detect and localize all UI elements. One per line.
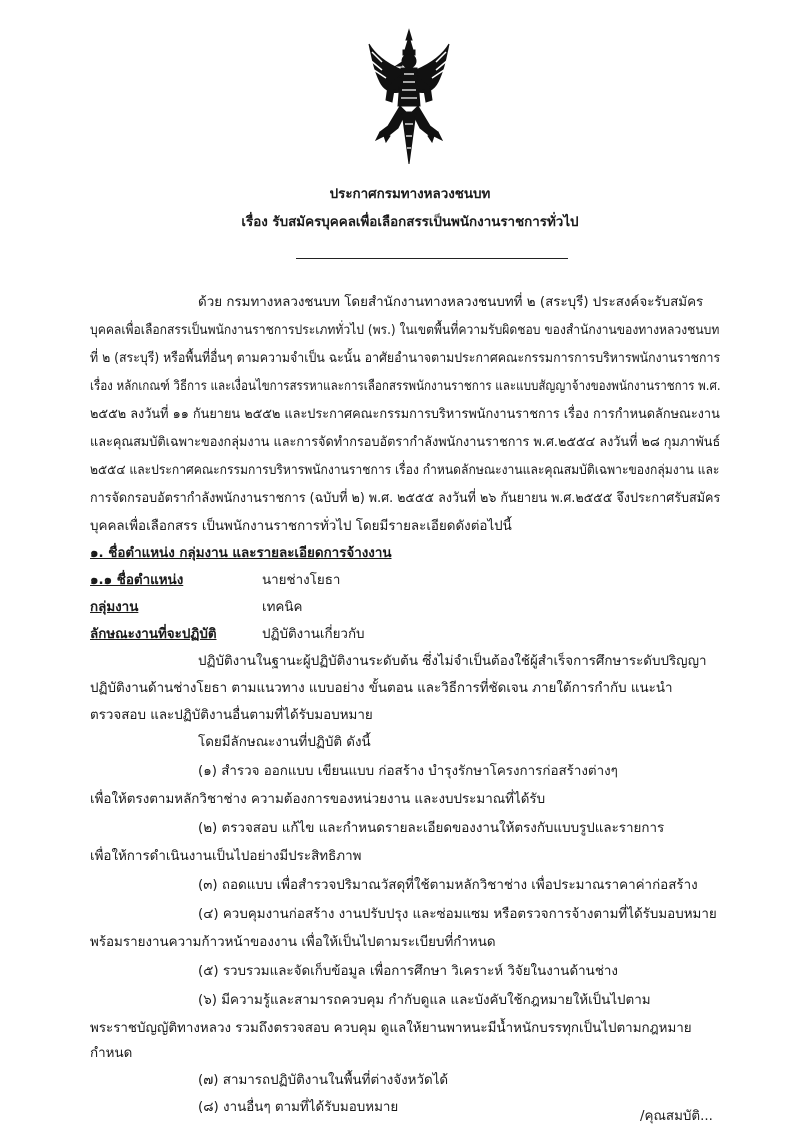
intro-line: ที่ ๒ (สระบุรี) หรือพื้นที่อื่นๆ ตามความจำเป็น ฉะนั้น อาศัยอำนาจตามประกาศคณะกรรมการการบริหารพนักงานราชการ (90, 351, 721, 366)
duty-label: ลักษณะงานที่จะปฏิบัติ (90, 627, 217, 642)
continued-marker: /คุณสมบัติ... (640, 1109, 713, 1124)
announcement-subject: เรื่อง รับสมัครบุคคลเพื่อเลือกสรรเป็นพนักงานราชการทั่วไป (241, 215, 579, 230)
intro-line: ๒๕๕๒ ลงวันที่ ๑๑ กันยายน ๒๕๕๒ และประกาศคณะกรรมการบริหารพนักงานราชการ เรื่อง การกำหนดลักษณะงาน (90, 407, 720, 422)
intro-line: การจัดกรอบอัตรากำลังพนักงานราชการ (ฉบับที่ ๒) พ.ศ. ๒๕๕๕ ลงวันที่ ๒๖ กันยายน พ.ศ.๒๕๕๕ จึงประกาศรับสมัคร (90, 491, 721, 506)
intro-line: บุคคลเพื่อเลือกสรร เป็นพนักงานราชการทั่วไป โดยมีรายละเอียดดังต่อไปนี้ (90, 519, 512, 534)
duty-item: (๓) ถอดแบบ เพื่อสำรวจปริมาณวัสดุที่ใช้ตามหลักวิชาช่าง เพื่อประมาณราคาค่าก่อสร้าง (198, 878, 698, 893)
intro-line: ด้วย กรมทางหลวงชนบท โดยสำนักงานทางหลวงชนบทที่ ๒ (สระบุรี) ประสงค์จะรับสมัคร (198, 295, 704, 310)
announcement-title: ประกาศกรมทางหลวงชนบท (329, 187, 491, 202)
group-label: กลุ่มงาน (90, 600, 139, 615)
intro-line: ๒๕๕๔ และประกาศคณะกรรมการบริหารพนักงานราชการ เรื่อง กำหนดลักษณะงานและคุณสมบัติเฉพาะของกลุ่มงาน และ (90, 463, 720, 478)
title-divider (296, 258, 568, 259)
position-label: ๑.๑ ชื่อตำแหน่ง (90, 573, 184, 588)
section-heading: ๑. ชื่อตำแหน่ง กลุ่มงาน และรายละเอียดการจ้างงาน (90, 546, 392, 561)
duty-item: (๕) รวบรวมและจัดเก็บข้อมูล เพื่อการศึกษา วิเคราะห์ วิจัยในงานด้านช่าง (198, 964, 618, 979)
duty-item: (๔) ควบคุมงานก่อสร้าง งานปรับปรุง และซ่อมแซม หรือตรวจการจ้างตามที่ได้รับมอบหมาย (198, 907, 717, 922)
duty-item-cont: กำหนด (90, 1046, 133, 1061)
description-line: ตรวจสอบ และปฏิบัติงานอื่นตามที่ได้รับมอบหมาย (90, 708, 373, 723)
duty-item-cont: พร้อมรายงานความก้าวหน้าของงาน เพื่อให้เป็นไปตามระเบียบที่กำหนด (90, 935, 496, 950)
duty-item: (๒) ตรวจสอบ แก้ไข และกำหนดรายละเอียดของงานให้ตรงกับแบบรูปและรายการ (198, 821, 665, 836)
duty-item-cont: เพื่อให้การดำเนินงานเป็นไปอย่างมีประสิทธิภาพ (90, 849, 362, 864)
intro-line: บุคคลเพื่อเลือกสรรเป็นพนักงานราชการประเภททั่วไป (พร.) ในเขตพื้นที่ความรับผิดชอบ ของสำนักงานของทางหลวงชนบท (90, 323, 720, 338)
intro-line: เรื่อง หลักเกณฑ์ วิธีการ และเงื่อนไขการสรรหาและการเลือกสรรพนักงานราชการ และแบบสัญญาจ้างของพนักงานราชการ พ.ศ. (90, 379, 721, 394)
description-line: ปฏิบัติงานด้านช่างโยธา ตามแนวทาง แบบอย่าง ขั้นตอน และวิธีการที่ชัดเจน ภายใต้การกำกับ แนะนำ (90, 681, 673, 696)
duty-value: ปฏิบัติงานเกี่ยวกับ (262, 627, 365, 642)
garuda-emblem-icon (366, 28, 452, 164)
duties-intro: โดยมีลักษณะงานที่ปฏิบัติ ดังนี้ (198, 735, 371, 750)
duty-item: (๘) งานอื่นๆ ตามที่ได้รับมอบหมาย (198, 1100, 399, 1115)
duty-item: (๖) มีความรู้และสามารถควบคุม กำกับดูแล และบังคับใช้กฎหมายให้เป็นไปตาม (198, 993, 651, 1008)
duty-item: (๗) สามารถปฏิบัติงานในพื้นที่ต่างจังหวัดได้ (198, 1073, 449, 1088)
description-line: ปฏิบัติงานในฐานะผู้ปฏิบัติงานระดับต้น ซึ่งไม่จำเป็นต้องใช้ผู้สำเร็จการศึกษาระดับปริญญา (198, 654, 707, 669)
duty-item-cont: พระราชบัญญัติทางหลวง รวมถึงตรวจสอบ ควบคุม ดูแลให้ยานพาหนะมีน้ำหนักบรรทุกเป็นไปตามกฎหมาย (90, 1021, 692, 1036)
duty-item-cont: เพื่อให้ตรงตามหลักวิชาช่าง ความต้องการของหน่วยงาน และงบประมาณที่ได้รับ (90, 792, 546, 807)
position-value: นายช่างโยธา (262, 573, 341, 588)
duty-item: (๑) สำรวจ ออกแบบ เขียนแบบ ก่อสร้าง บำรุงรักษาโครงการก่อสร้างต่างๆ (198, 764, 618, 779)
intro-line: และคุณสมบัติเฉพาะของกลุ่มงาน และการจัดทำกรอบอัตรากำลังพนักงานราชการ พ.ศ.๒๕๕๔ ลงวันที่ ๒๘ กุมภาพันธ์ (90, 435, 721, 450)
group-value: เทคนิค (262, 600, 303, 615)
